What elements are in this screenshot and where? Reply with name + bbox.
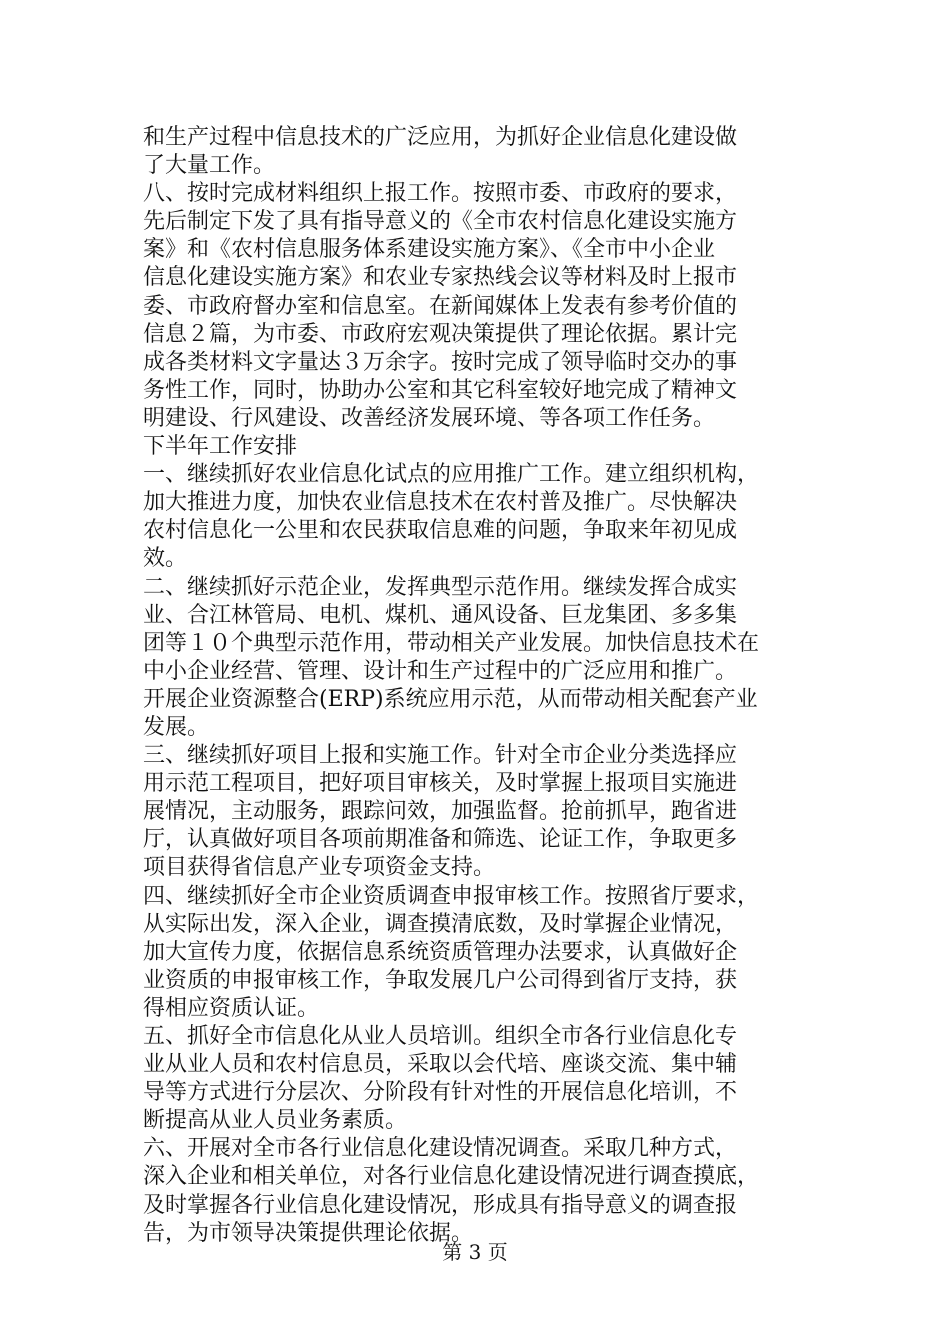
text-line: 务性工作，同时，协助办公室和其它科室较好地完成了精神文: [143, 377, 738, 403]
text-line: 从实际出发，深入企业，调查摸清底数，及时掌握企业情况，: [143, 911, 738, 937]
text-line: 案》和《农村信息服务体系建设实施方案》、《全市中小企业: [143, 237, 716, 263]
paragraph-start-line: 二、继续抓好示范企业，发挥典型示范作用。继续发挥合成实: [143, 574, 738, 600]
text-line: 业、合江林管局、电机、煤机、通风设备、巨龙集团、多多集: [143, 602, 738, 628]
text-line: 加大推进力度，加快农业信息技术在农村普及推广。尽快解决: [143, 490, 738, 516]
text-line: 加大宣传力度，依据信息系统资质管理办法要求，认真做好企: [143, 939, 738, 965]
paragraph-start-line: 四、继续抓好全市企业资质调查申报审核工作。按照省厅要求，: [143, 883, 760, 909]
text-line: 深入企业和相关单位，对各行业信息化建设情况进行调查摸底，: [143, 1164, 760, 1190]
text-line: 农村信息化一公里和农民获取信息难的问题，争取来年初见成: [143, 518, 738, 544]
text-line: 项目获得省信息产业专项资金支持。: [143, 855, 496, 881]
text-line: 厅，认真做好项目各项前期准备和筛选、论证工作，争取更多: [143, 827, 738, 853]
text-line: 业资质的申报审核工作，争取发展几户公司得到省厅支持，获: [143, 967, 738, 993]
text-line: 效。: [143, 546, 188, 572]
text-line: 委、市政府督办室和信息室。在新闻媒体上发表有参考价值的: [143, 293, 738, 319]
section-heading: 下半年工作安排: [143, 434, 298, 460]
document-body: [143, 124, 815, 1248]
paragraph-start-line: 三、继续抓好项目上报和实施工作。针对全市企业分类选择应: [143, 743, 738, 769]
paragraph-start-line: 六、开展对全市各行业信息化建设情况调查。采取几种方式，: [143, 1136, 738, 1162]
text-line: 了大量工作。: [143, 153, 276, 179]
text-line: 展情况，主动服务，跟踪问效，加强监督。抢前抓早，跑省进: [143, 799, 738, 825]
text-line: 断提高从业人员业务素质。: [143, 1108, 408, 1134]
text-line: 信息２篇，为市委、市政府宏观决策提供了理论依据。累计完: [143, 321, 738, 347]
text-line: 用示范工程项目，把好项目审核关，及时掌握上报项目实施进: [143, 771, 738, 797]
text-line: 先后制定下发了具有指导意义的《全市农村信息化建设实施方: [143, 209, 738, 235]
text-line: 明建设、行风建设、改善经济发展环境、等各项工作任务。: [143, 405, 716, 431]
text-line: 信息化建设实施方案》和农业专家热线会议等材料及时上报市: [143, 265, 738, 291]
text-line: 发展。: [143, 714, 210, 740]
text-line: 和生产过程中信息技术的广泛应用，为抓好企业信息化建设做: [143, 125, 738, 150]
text-line: 业从业人员和农村信息员，采取以会代培、座谈交流、集中辅: [143, 1052, 738, 1078]
text-line: 成各类材料文字量达３万余字。按时完成了领导临时交办的事: [143, 349, 738, 375]
text-line: 开展企业资源整合(ERP)系统应用示范，从而带动相关配套产业: [143, 686, 758, 712]
text-line: 告，为市领导决策提供理论依据。: [143, 1220, 474, 1246]
text-line: 中小企业经营、管理、设计和生产过程中的广泛应用和推广。: [143, 658, 738, 684]
paragraph-start-line: 八、按时完成材料组织上报工作。按照市委、市政府的要求，: [143, 181, 738, 207]
page-number: 第 3 页: [442, 1240, 508, 1264]
text-line: 得相应资质认证。: [143, 995, 320, 1021]
text-line: 导等方式进行分层次、分阶段有针对性的开展信息化培训，不: [143, 1080, 738, 1106]
text-line: 团等１０个典型示范作用，带动相关产业发展。加快信息技术在: [143, 630, 760, 656]
paragraph-start-line: 五、抓好全市信息化从业人员培训。组织全市各行业信息化专: [143, 1024, 738, 1049]
paragraph-start-line: 一、继续抓好农业信息化试点的应用推广工作。建立组织机构，: [143, 462, 760, 488]
text-line: 及时掌握各行业信息化建设情况，形成具有指导意义的调查报: [143, 1192, 738, 1218]
